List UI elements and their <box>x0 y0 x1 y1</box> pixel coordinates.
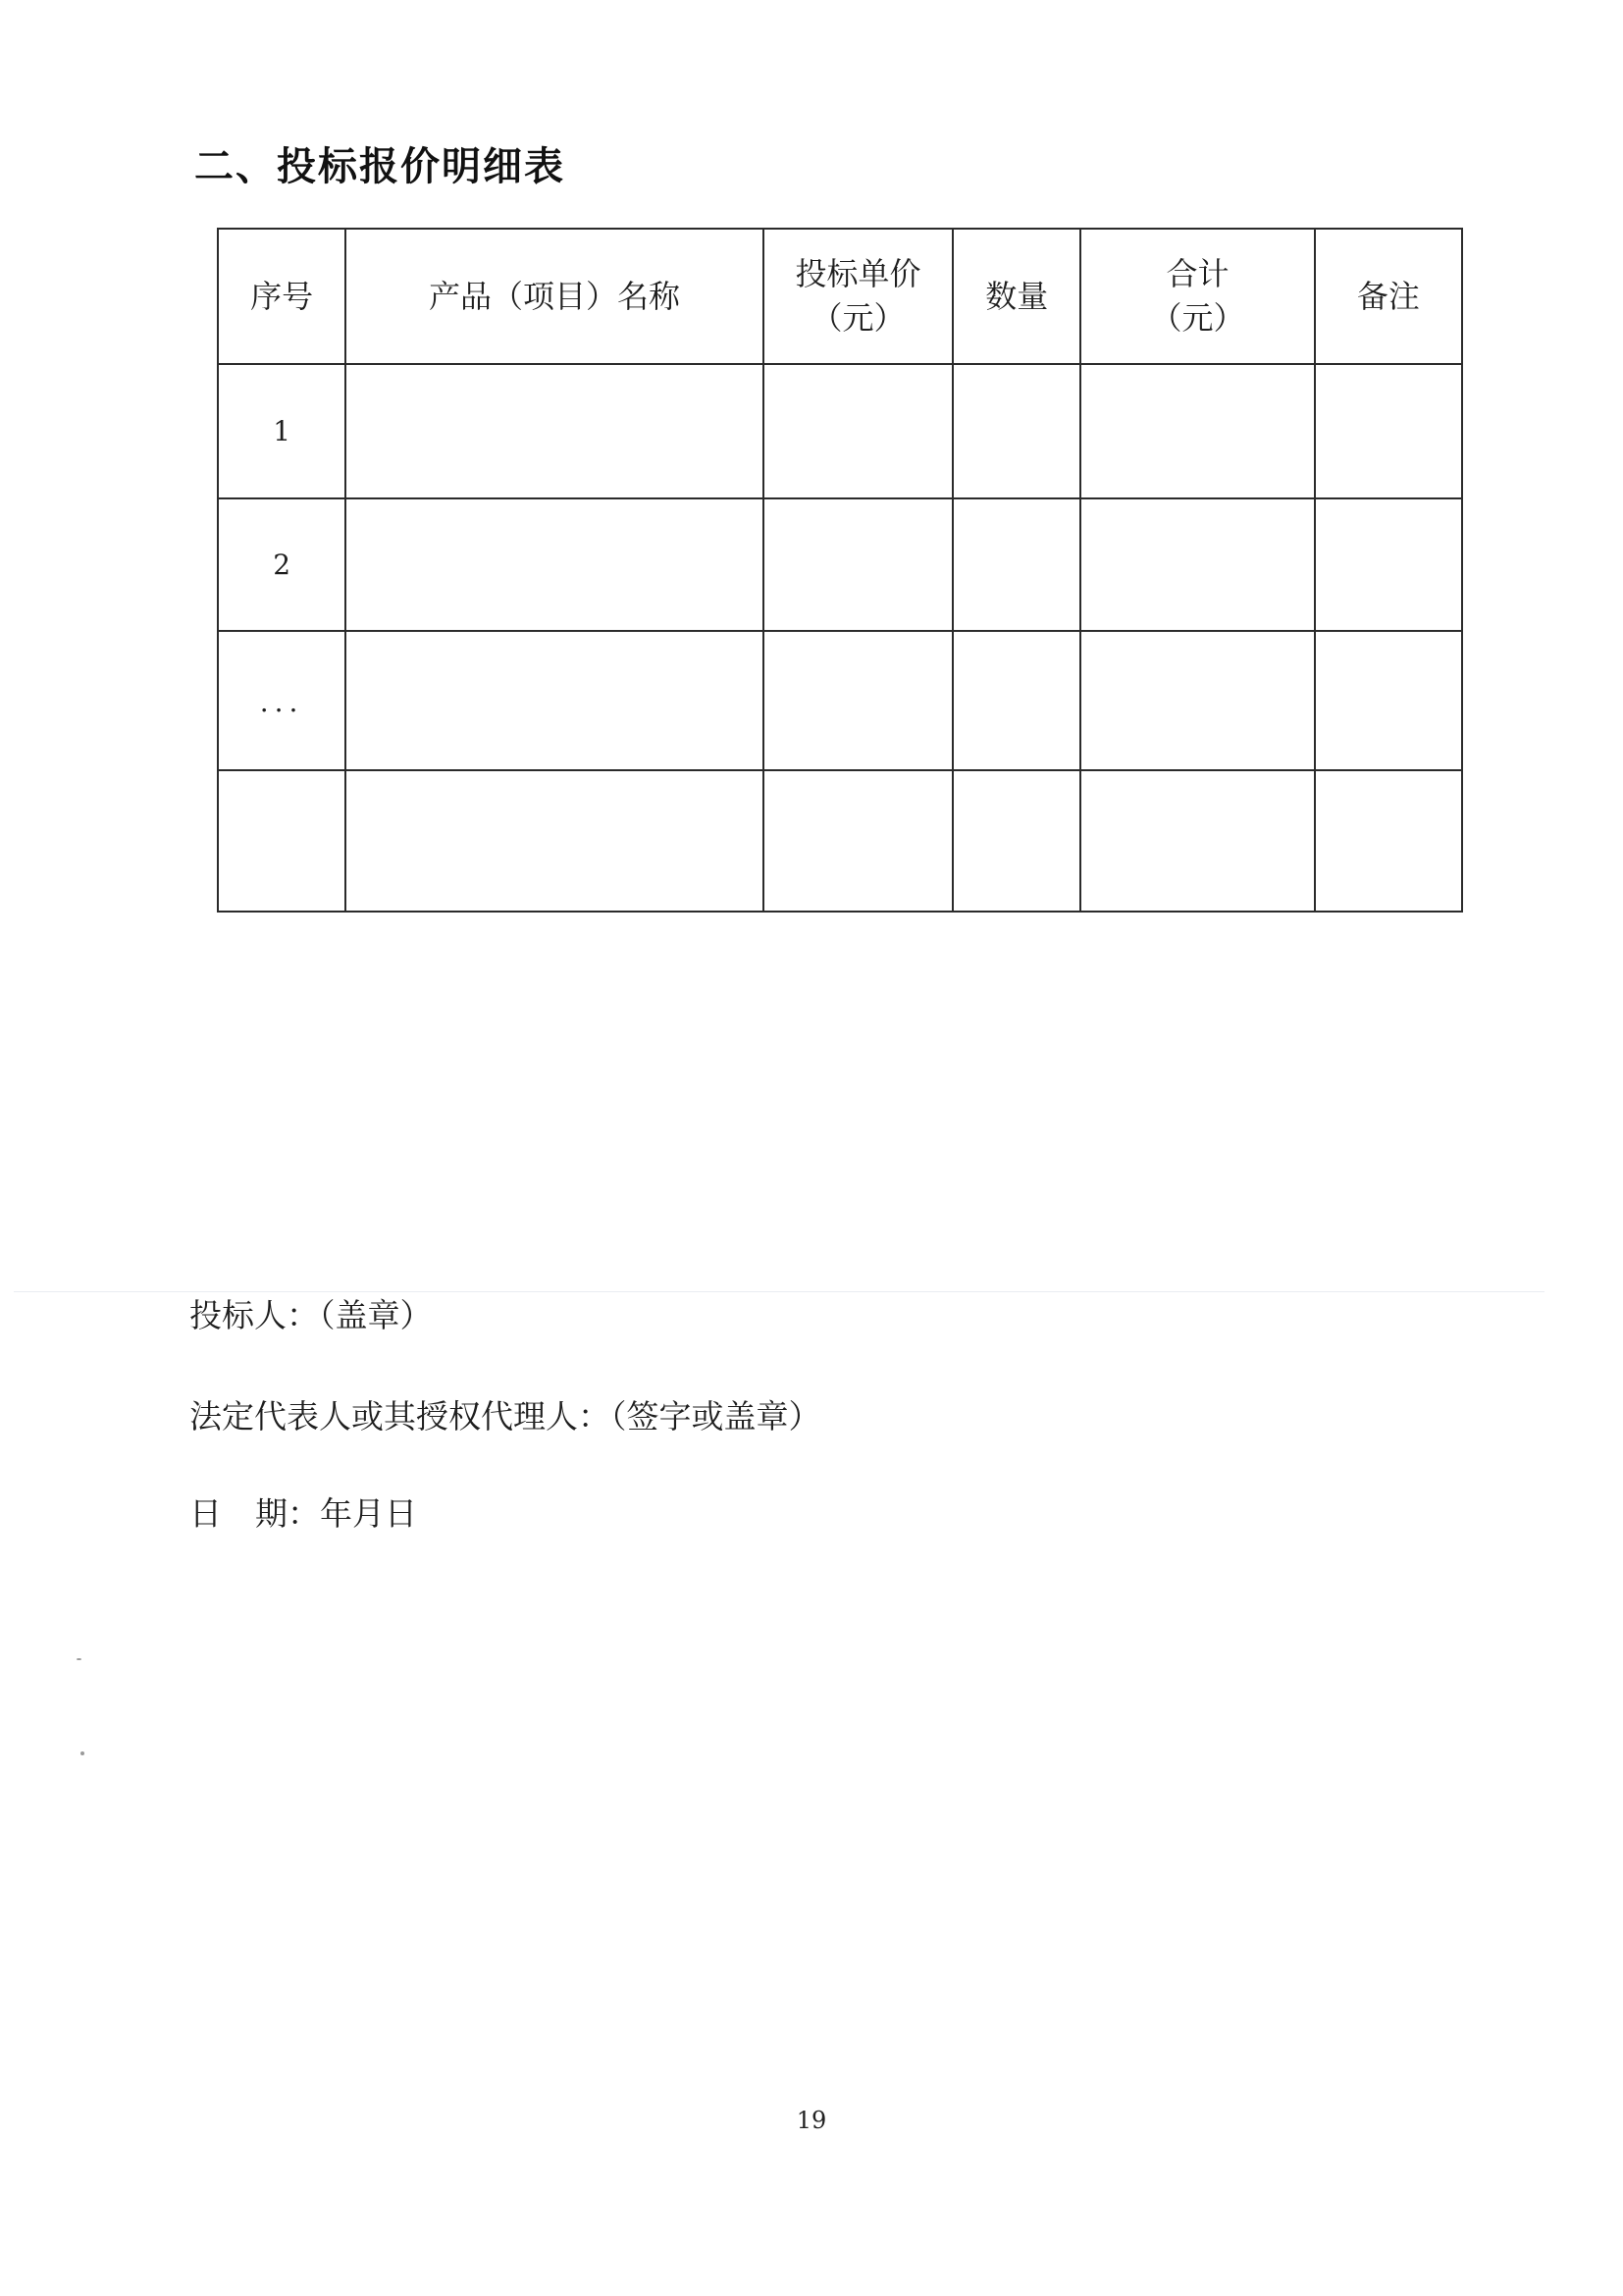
header-total-line1: 合计 <box>1166 255 1230 293</box>
cell-total <box>1080 631 1314 770</box>
cell-quantity <box>953 770 1080 912</box>
cell-remark <box>1315 770 1462 912</box>
scan-speck <box>77 1658 81 1660</box>
cell-unit-price <box>763 498 953 631</box>
cell-quantity <box>953 631 1080 770</box>
table-header-row <box>218 229 1462 364</box>
cell-unit-price <box>763 770 953 912</box>
header-total <box>1080 229 1314 364</box>
table-row <box>218 364 1462 498</box>
cell-unit-price <box>763 631 953 770</box>
cell-product-name <box>345 770 763 912</box>
cell-product-name <box>345 364 763 498</box>
cell-product-name <box>345 631 763 770</box>
cell-product-name <box>345 498 763 631</box>
bidder-seal-line: 投标人：（盖章） <box>189 1296 433 1334</box>
table-row <box>218 631 1462 770</box>
cell-quantity <box>953 498 1080 631</box>
scan-speck <box>80 1751 84 1755</box>
section-title: 二、投标报价明细表 <box>194 144 565 189</box>
header-total-line2: （元） <box>1150 299 1245 337</box>
date-line <box>189 1494 417 1533</box>
table-row <box>218 770 1462 912</box>
cell-remark <box>1315 364 1462 498</box>
cell-total <box>1080 498 1314 631</box>
scan-fold-line <box>14 1291 1544 1292</box>
cell-seq <box>218 770 345 912</box>
cell-seq: 1 <box>218 364 345 498</box>
bid-price-detail-table <box>217 228 1463 913</box>
table-row <box>218 498 1462 631</box>
cell-remark <box>1315 498 1462 631</box>
cell-seq: ... <box>218 631 345 770</box>
header-seq: 序号 <box>218 229 345 364</box>
cell-remark <box>1315 631 1462 770</box>
date-label-part2: 期：年月日 <box>255 1494 417 1533</box>
page-number: 19 <box>796 2107 827 2134</box>
date-label-part1: 日 <box>189 1494 222 1533</box>
header-remark: 备注 <box>1315 229 1462 364</box>
cell-seq: 2 <box>218 498 345 631</box>
header-quantity: 数量 <box>953 229 1080 364</box>
header-unit-price-line1: 投标单价 <box>795 255 921 293</box>
header-product-name: 产品（项目）名称 <box>345 229 763 364</box>
cell-total <box>1080 364 1314 498</box>
cell-quantity <box>953 364 1080 498</box>
header-unit-price <box>763 229 953 364</box>
header-unit-price-line2: （元） <box>811 299 906 337</box>
representative-signature-line: 法定代表人或其授权代理人：（签字或盖章） <box>189 1397 821 1435</box>
cell-total <box>1080 770 1314 912</box>
cell-unit-price <box>763 364 953 498</box>
